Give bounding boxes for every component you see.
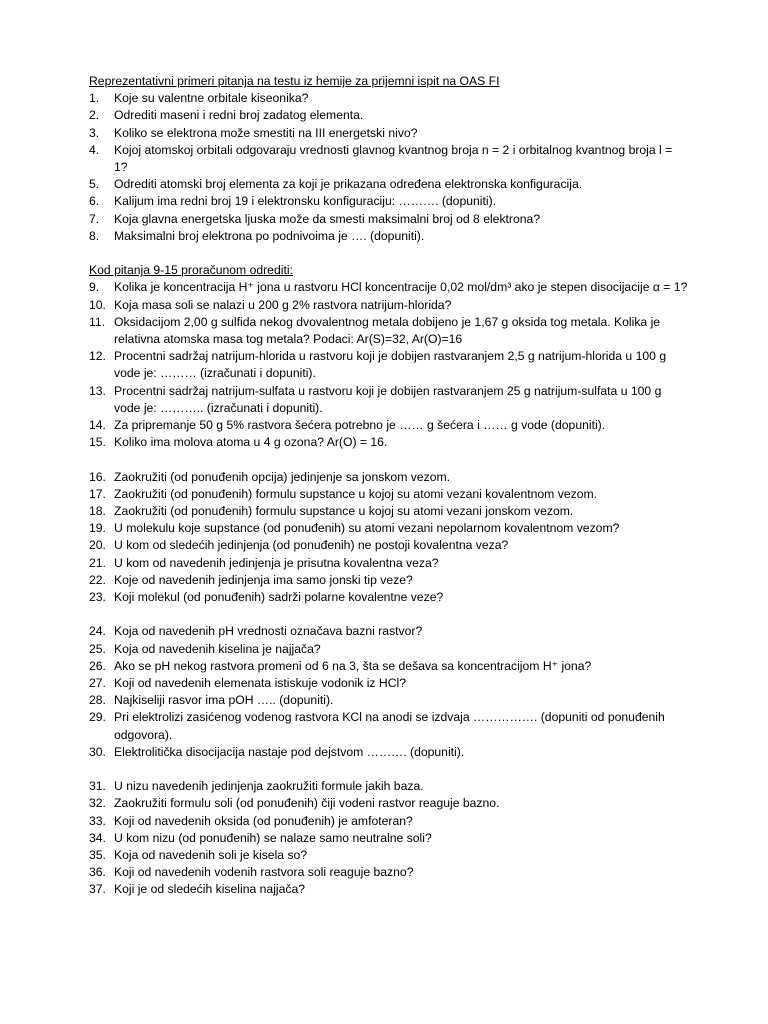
question-number: 26. (89, 658, 106, 673)
question-number: 20. (89, 538, 106, 553)
question-number: 12. (89, 349, 106, 364)
question-item (89, 692, 689, 709)
question-number: 29. (89, 710, 106, 725)
question-number: 33. (89, 813, 106, 828)
question-item (89, 658, 689, 675)
question-item (89, 830, 689, 847)
question-list (89, 623, 689, 761)
question-number: 34. (89, 830, 106, 845)
question-number: 4. (89, 142, 100, 157)
question-item (89, 778, 689, 795)
question-item (89, 314, 689, 348)
question-number: 36. (89, 865, 106, 880)
document-page (89, 73, 689, 899)
question-text: U kom od sledećih jedinjenja (od ponuđenih) ne postoji kovalentna veza? (114, 538, 509, 553)
question-number: 35. (89, 848, 106, 863)
question-item (89, 176, 689, 193)
question-text: Za pripremanje 50 g 5% rastvora šećera potrebno je …… g šećera i …… g vode (dopuniti). (114, 418, 606, 433)
question-item (89, 348, 689, 382)
question-text: U kom od navedenih jedinjenja je prisutna kovalentna veza? (114, 555, 439, 570)
question-text: Zaokružiti (od ponuđenih opcija) jedinjenje sa jonskom vezom. (114, 469, 451, 484)
question-text: Koja masa soli se nalazi u 200 g 2% rastvora natrijum-hlorida? (114, 297, 452, 312)
question-text: Oksidacijom 2,00 g sulfida nekog dvovalentnog metala dobijeno je 1,67 g oksida tog metala. Kolika je relativna atomska masa tog metala? Podaci: Ar(S)=32, Ar(O)=16 (114, 314, 661, 347)
question-item (89, 469, 689, 486)
question-number: 1. (89, 91, 100, 106)
question-number: 28. (89, 693, 106, 708)
question-number: 9. (89, 280, 100, 295)
question-item (89, 744, 689, 761)
question-number: 21. (89, 555, 106, 570)
question-item (89, 537, 689, 554)
question-text: Koliko se elektrona može smestiti na III energetski nivo? (114, 125, 418, 140)
question-item (89, 142, 689, 176)
question-text: Kalijum ima redni broj 19 i elektronsku konfiguraciju: ………. (dopuniti). (114, 194, 497, 209)
question-item (89, 107, 689, 124)
question-item (89, 434, 689, 451)
question-number: 25. (89, 641, 106, 656)
question-text: Koja glavna energetska ljuska može da smesti maksimalni broj od 8 elektrona? (114, 211, 541, 226)
question-text: Zaokružiti (od ponuđenih) formulu supstance u kojoj su atomi vezani kovalentnom vezom. (114, 486, 598, 501)
question-number: 37. (89, 882, 106, 897)
question-item (89, 228, 689, 245)
question-item (89, 709, 689, 743)
question-item (89, 864, 689, 881)
question-item (89, 675, 689, 692)
question-item (89, 641, 689, 658)
question-text: Koji od navedenih oksida (od ponuđenih) je amfoteran? (114, 813, 413, 828)
question-text: Procentni sadržaj natrijum-hlorida u rastvoru koji je dobijen rastvaranjem 2,5 g natrijum-hlorida u 100 g vode je: ……… (izračunati i dopuniti). (114, 349, 667, 381)
question-text: Koje od navedenih jedinjenja ima samo jonski tip veze? (114, 572, 413, 587)
question-number: 31. (89, 779, 106, 794)
question-text: Elektrolitička disocijacija nastaje pod dejstvom ………. (dopuniti). (114, 744, 465, 759)
question-number: 27. (89, 676, 106, 691)
question-number: 7. (89, 211, 100, 226)
question-item (89, 520, 689, 537)
question-text: U kom nizu (od ponuđenih) se nalaze samo neutralne soli? (114, 830, 432, 845)
question-text: Procentni sadržaj natrijum-sulfata u rastvoru koji je dobijen rastvaranjem 25 g natrijum-sulfata u 100 g vode je: ……….. (izračunati i dopuniti). (114, 383, 662, 415)
question-item (89, 795, 689, 812)
question-item (89, 383, 689, 417)
question-item (89, 847, 689, 864)
question-item (89, 297, 689, 314)
question-text: Ako se pH nekog rastvora promeni od 6 na 3, šta se dešava sa koncentracijom H⁺ jona? (114, 658, 592, 673)
question-item (89, 279, 689, 296)
question-item (89, 193, 689, 210)
question-text: Najkiseliji rasvor ima pOH ….. (dopuniti). (114, 693, 334, 708)
question-number: 22. (89, 572, 106, 587)
question-text: U nizu navedenih jedinjenja zaokružiti formule jakih baza. (114, 779, 424, 794)
question-text: U molekulu koje supstance (od ponuđenih) su atomi vezani nepolarnom kovalentnom vezom? (114, 521, 620, 536)
question-item (89, 555, 689, 572)
question-number: 30. (89, 744, 106, 759)
question-item (89, 572, 689, 589)
question-number: 19. (89, 521, 106, 536)
question-text: Odrediti maseni i redni broj zadatog elementa. (114, 108, 364, 123)
question-item (89, 486, 689, 503)
question-text: Zaokružiti (od ponuđenih) formulu supstance u kojoj su atomi vezani jonskom vezom. (114, 504, 574, 519)
question-text: Koji je od sledećih kiselina najjača? (114, 882, 306, 897)
question-item (89, 881, 689, 898)
question-item (89, 503, 689, 520)
question-item (89, 813, 689, 830)
question-item (89, 589, 689, 606)
question-item (89, 90, 689, 107)
question-text: Koji od navedenih elemenata istiskuje vodonik iz HCl? (114, 676, 406, 691)
question-number: 16. (89, 469, 106, 484)
section-subheading: Kod pitanja 9-15 proračunom odrediti: (89, 263, 293, 278)
question-number: 6. (89, 194, 100, 209)
question-text: Kojoj atomskoj orbitali odgovaraju vrednosti glavnog kvantnog broja n = 2 i orbitalnog kvantnog broja l = 1? (114, 142, 673, 175)
question-number: 5. (89, 177, 100, 192)
question-number: 32. (89, 796, 106, 811)
question-text: Koja od navedenih soli je kisela so? (114, 848, 308, 863)
question-number: 15. (89, 435, 106, 450)
question-text: Maksimalni broj elektrona po podnivoima je …. (dopuniti). (114, 228, 425, 243)
document-title: Reprezentativni primeri pitanja na testu iz hemije za prijemni ispit na OAS FI (89, 74, 500, 88)
question-text: Kolika je koncentracija H⁺ jona u rastvoru HCl koncentracije 0,02 mol/dm³ ako je stepen disocijacije α = 1? (114, 280, 688, 295)
question-list (89, 469, 689, 607)
question-number: 14. (89, 418, 106, 433)
question-number: 10. (89, 297, 106, 312)
question-number: 17. (89, 486, 106, 501)
question-text: Koja od navedenih pH vrednosti označava bazni rastvor? (114, 624, 423, 639)
question-text: Koji molekul (od ponuđenih) sadrži polarne kovalentne veze? (114, 590, 444, 605)
question-number: 13. (89, 383, 106, 398)
question-text: Zaokružiti formulu soli (od ponuđenih) čiji vodeni rastvor reaguje bazno. (114, 796, 500, 811)
question-text: Koji od navedenih vodenih rastvora soli reaguje bazno? (114, 865, 414, 880)
question-item (89, 125, 689, 142)
question-text: Koje su valentne orbitale kiseonika? (114, 91, 309, 106)
question-text: Odrediti atomski broj elementa za koji je prikazana određena elektronska konfiguracija. (114, 177, 583, 192)
question-text: Pri elektrolizi zasićenog vodenog rastvora KCl na anodi se izdvaja ……………. (dopuniti od ponuđenih odgovora). (114, 710, 665, 742)
question-number: 3. (89, 125, 100, 140)
section-spacer (89, 451, 689, 468)
question-number: 11. (89, 314, 106, 329)
section-spacer (89, 245, 689, 262)
question-number: 23. (89, 590, 106, 605)
question-item (89, 417, 689, 434)
question-text: Koliko ima molova atoma u 4 g ozona? Ar(O) = 16. (114, 435, 388, 450)
question-list (89, 90, 689, 245)
question-number: 24. (89, 624, 106, 639)
section-spacer (89, 606, 689, 623)
question-item (89, 211, 689, 228)
section-spacer (89, 761, 689, 778)
question-list (89, 279, 689, 451)
question-item (89, 623, 689, 640)
question-list (89, 778, 689, 898)
question-number: 2. (89, 108, 100, 123)
question-text: Koja od navedenih kiselina je najjača? (114, 641, 321, 656)
question-number: 8. (89, 228, 100, 243)
question-number: 18. (89, 504, 106, 519)
